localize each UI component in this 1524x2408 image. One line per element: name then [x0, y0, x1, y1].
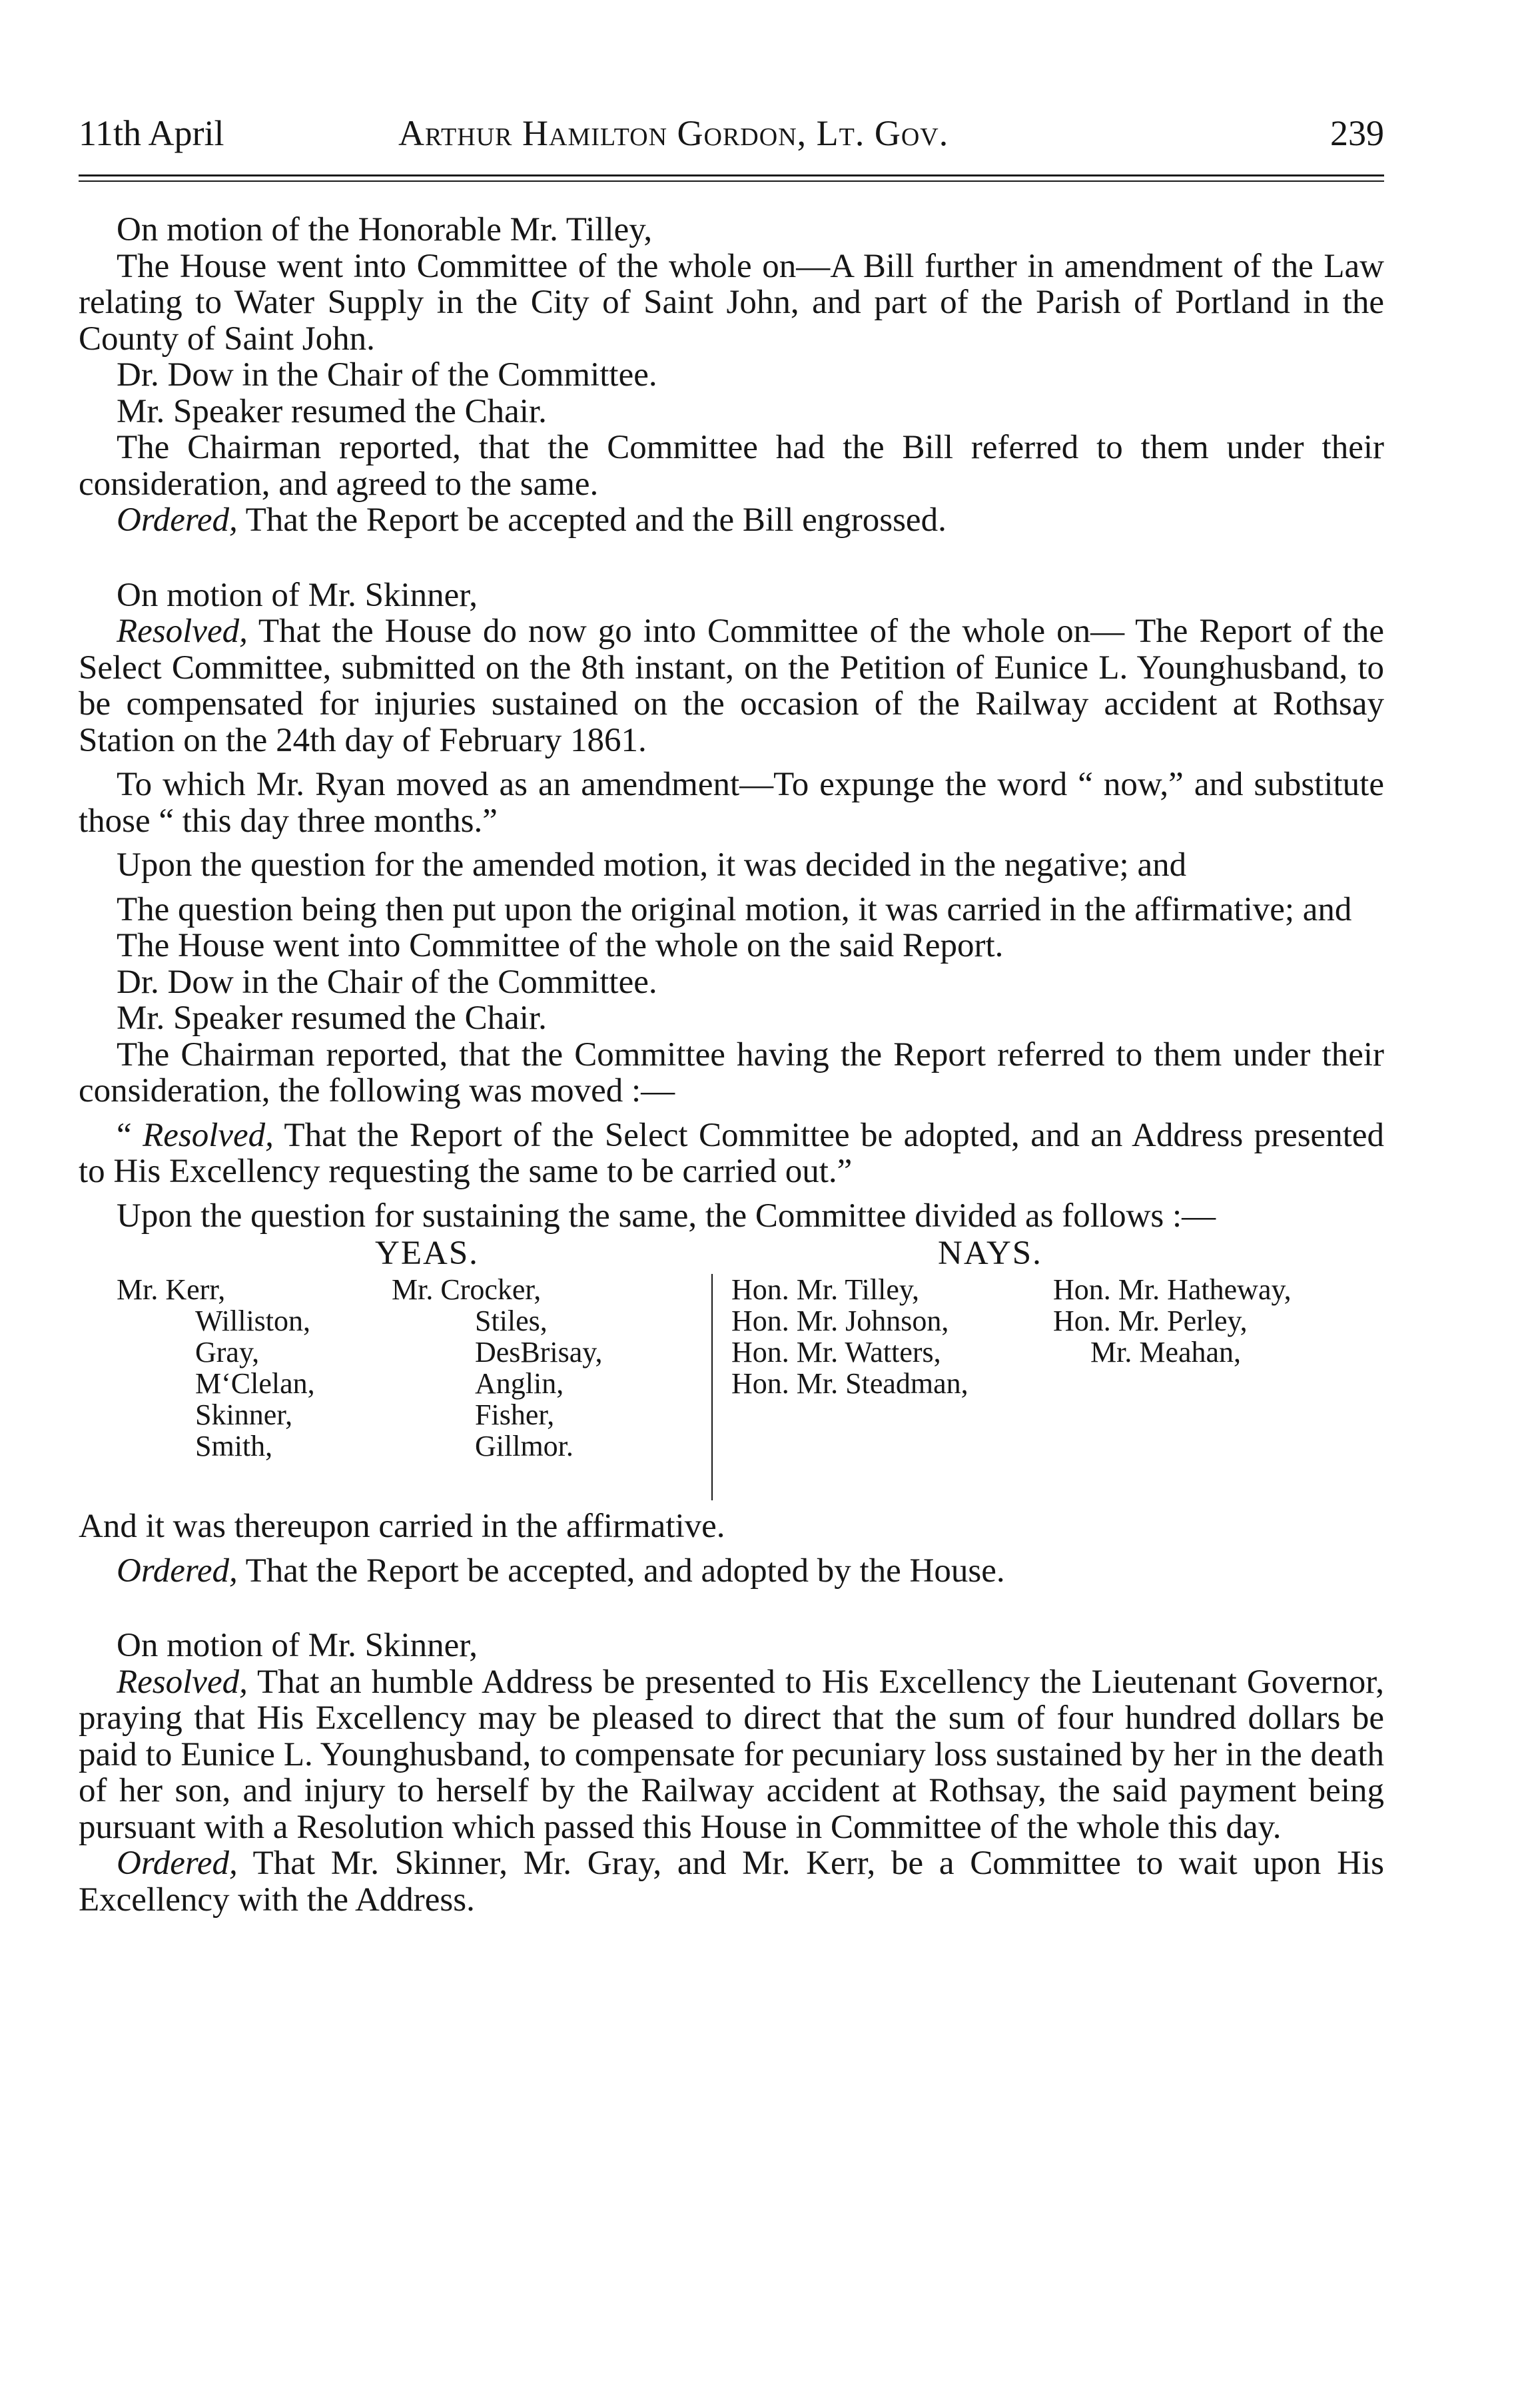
division-list	[79, 1235, 1384, 1508]
paragraph: Upon the question for the amended motion, it was decided in the negative; and	[117, 846, 1187, 884]
nays-heading: NAYS.	[938, 1235, 1042, 1272]
paragraph: Dr. Dow in the Chair of the Committee.	[117, 963, 657, 1001]
paragraph: The House went into Committee of the whole on—A Bill further in amendment of the Law relating to Water Supply in the City of Saint John, and part of the Parish of Portland in the County of Saint John.	[79, 247, 1384, 358]
paragraph: The House went into Committee of the whole on the said Report.	[117, 927, 1004, 964]
paragraph: Upon the question for sustaining the same, the Committee divided as follows :—	[117, 1197, 1216, 1235]
ordered-label: Ordered,	[117, 501, 238, 539]
member-name: Skinner,	[195, 1398, 293, 1431]
member-name: Hon. Mr. Hatheway,	[1053, 1273, 1292, 1306]
motion-line: On motion of Mr. Skinner,	[117, 576, 478, 614]
yeas-column-1	[117, 1274, 315, 1462]
member-name: Hon. Mr. Perley,	[1053, 1305, 1248, 1337]
member-name: DesBrisay,	[475, 1336, 603, 1368]
member-name: Hon. Mr. Steadman,	[731, 1367, 968, 1400]
member-name: Mr. Meahan,	[1090, 1336, 1242, 1368]
resolved-label: Resolved,	[117, 613, 248, 650]
motion-line: On motion of the Honorable Mr. Tilley,	[117, 211, 653, 248]
member-name: Hon. Mr. Johnson,	[731, 1305, 949, 1337]
member-name: Stiles,	[475, 1305, 548, 1337]
member-name: Gillmor.	[475, 1430, 573, 1462]
member-name: Gray,	[195, 1336, 260, 1368]
paragraph: The Chairman reported, that the Committee having the Report referred to them under their consideration, the following was moved :—	[79, 1036, 1384, 1109]
paragraph: The question being then put upon the original motion, it was carried in the affirmative; and	[117, 890, 1352, 928]
header-rule-thick	[79, 174, 1384, 176]
member-name: Smith,	[195, 1430, 273, 1462]
member-name: Mr. Kerr,	[117, 1273, 226, 1306]
ordered-label: Ordered,	[117, 1552, 238, 1590]
nays-column-1	[731, 1274, 968, 1399]
resolved-label: Resolved,	[143, 1116, 274, 1154]
running-title: Arthur Hamilton Gordon, Lt. Gov.	[398, 113, 949, 153]
nays-column-2	[1053, 1274, 1292, 1368]
quoted-resolution: “ Resolved, That the Report of the Select Committee be adopted, and an Address presented to His Excellency requesting the same to be carried out.”	[79, 1116, 1385, 1190]
yeas-column-2	[392, 1274, 602, 1462]
paragraph: The Chairman reported, that the Committee had the Bill referred to them under their consideration, and agreed to the same.	[79, 429, 1384, 503]
paragraph: Mr. Speaker resumed the Chair.	[117, 392, 547, 430]
member-name: Mr. Crocker,	[392, 1273, 542, 1306]
paragraph: And it was thereupon carried in the affirmative.	[79, 1508, 725, 1545]
header-date: 11th April	[79, 113, 224, 153]
member-name: M‘Clelan,	[195, 1367, 315, 1400]
member-name: Anglin,	[475, 1367, 564, 1400]
motion-line: On motion of Mr. Skinner,	[117, 1627, 478, 1664]
resolved-paragraph: Resolved, That the House do now go into Committee of the whole on— The Report of the Select Committee, submitted on the 8th instant, on the Petition of Eunice L. Younghusband, to be compensated for injuries sustained on the occasion of the Railway accident at Rothsay Station on the 24th day of February 1861.	[79, 613, 1384, 759]
resolved-label: Resolved,	[117, 1663, 248, 1701]
header-rule-thin	[79, 180, 1384, 182]
member-name: Williston,	[195, 1305, 311, 1337]
page-header	[79, 112, 1384, 154]
member-name: Hon. Mr. Tilley,	[731, 1273, 920, 1306]
paragraph: Mr. Speaker resumed the Chair.	[117, 1000, 547, 1037]
paragraph: Dr. Dow in the Chair of the Committee.	[117, 356, 657, 394]
journal-page	[79, 112, 1385, 1919]
ordered-label: Ordered,	[117, 1845, 238, 1882]
journal-body	[79, 212, 1384, 1918]
ordered-paragraph: Ordered, That the Report be accepted, and adopted by the House.	[117, 1552, 1005, 1590]
page-number: 239	[1330, 113, 1384, 153]
vote-divider	[711, 1274, 713, 1500]
ordered-paragraph: Ordered, That Mr. Skinner, Mr. Gray, and Mr. Kerr, be a Committee to wait upon His Excellency with the Address.	[79, 1845, 1384, 1919]
member-name: Hon. Mr. Watters,	[731, 1336, 941, 1368]
resolved-paragraph: Resolved, That an humble Address be presented to His Excellency the Lieutenant Governor, praying that His Excellency may be pleased to direct that the sum of four hundred dollars be paid to Eunice L. Younghusband, to compensate for pecuniary loss sustained by her in the death of her son, and injury to herself by the Railway accident at Rothsay, the said payment being pursuant with a Resolution which passed this House in Committee of the whole this day.	[79, 1663, 1384, 1846]
member-name: Fisher,	[475, 1398, 555, 1431]
yeas-heading: YEAS.	[375, 1235, 479, 1272]
ordered-paragraph: Ordered, That the Report be accepted and the Bill engrossed.	[117, 501, 947, 539]
paragraph: To which Mr. Ryan moved as an amendment—To expunge the word “ now,” and substitute those “ this day three months.”	[79, 766, 1384, 840]
